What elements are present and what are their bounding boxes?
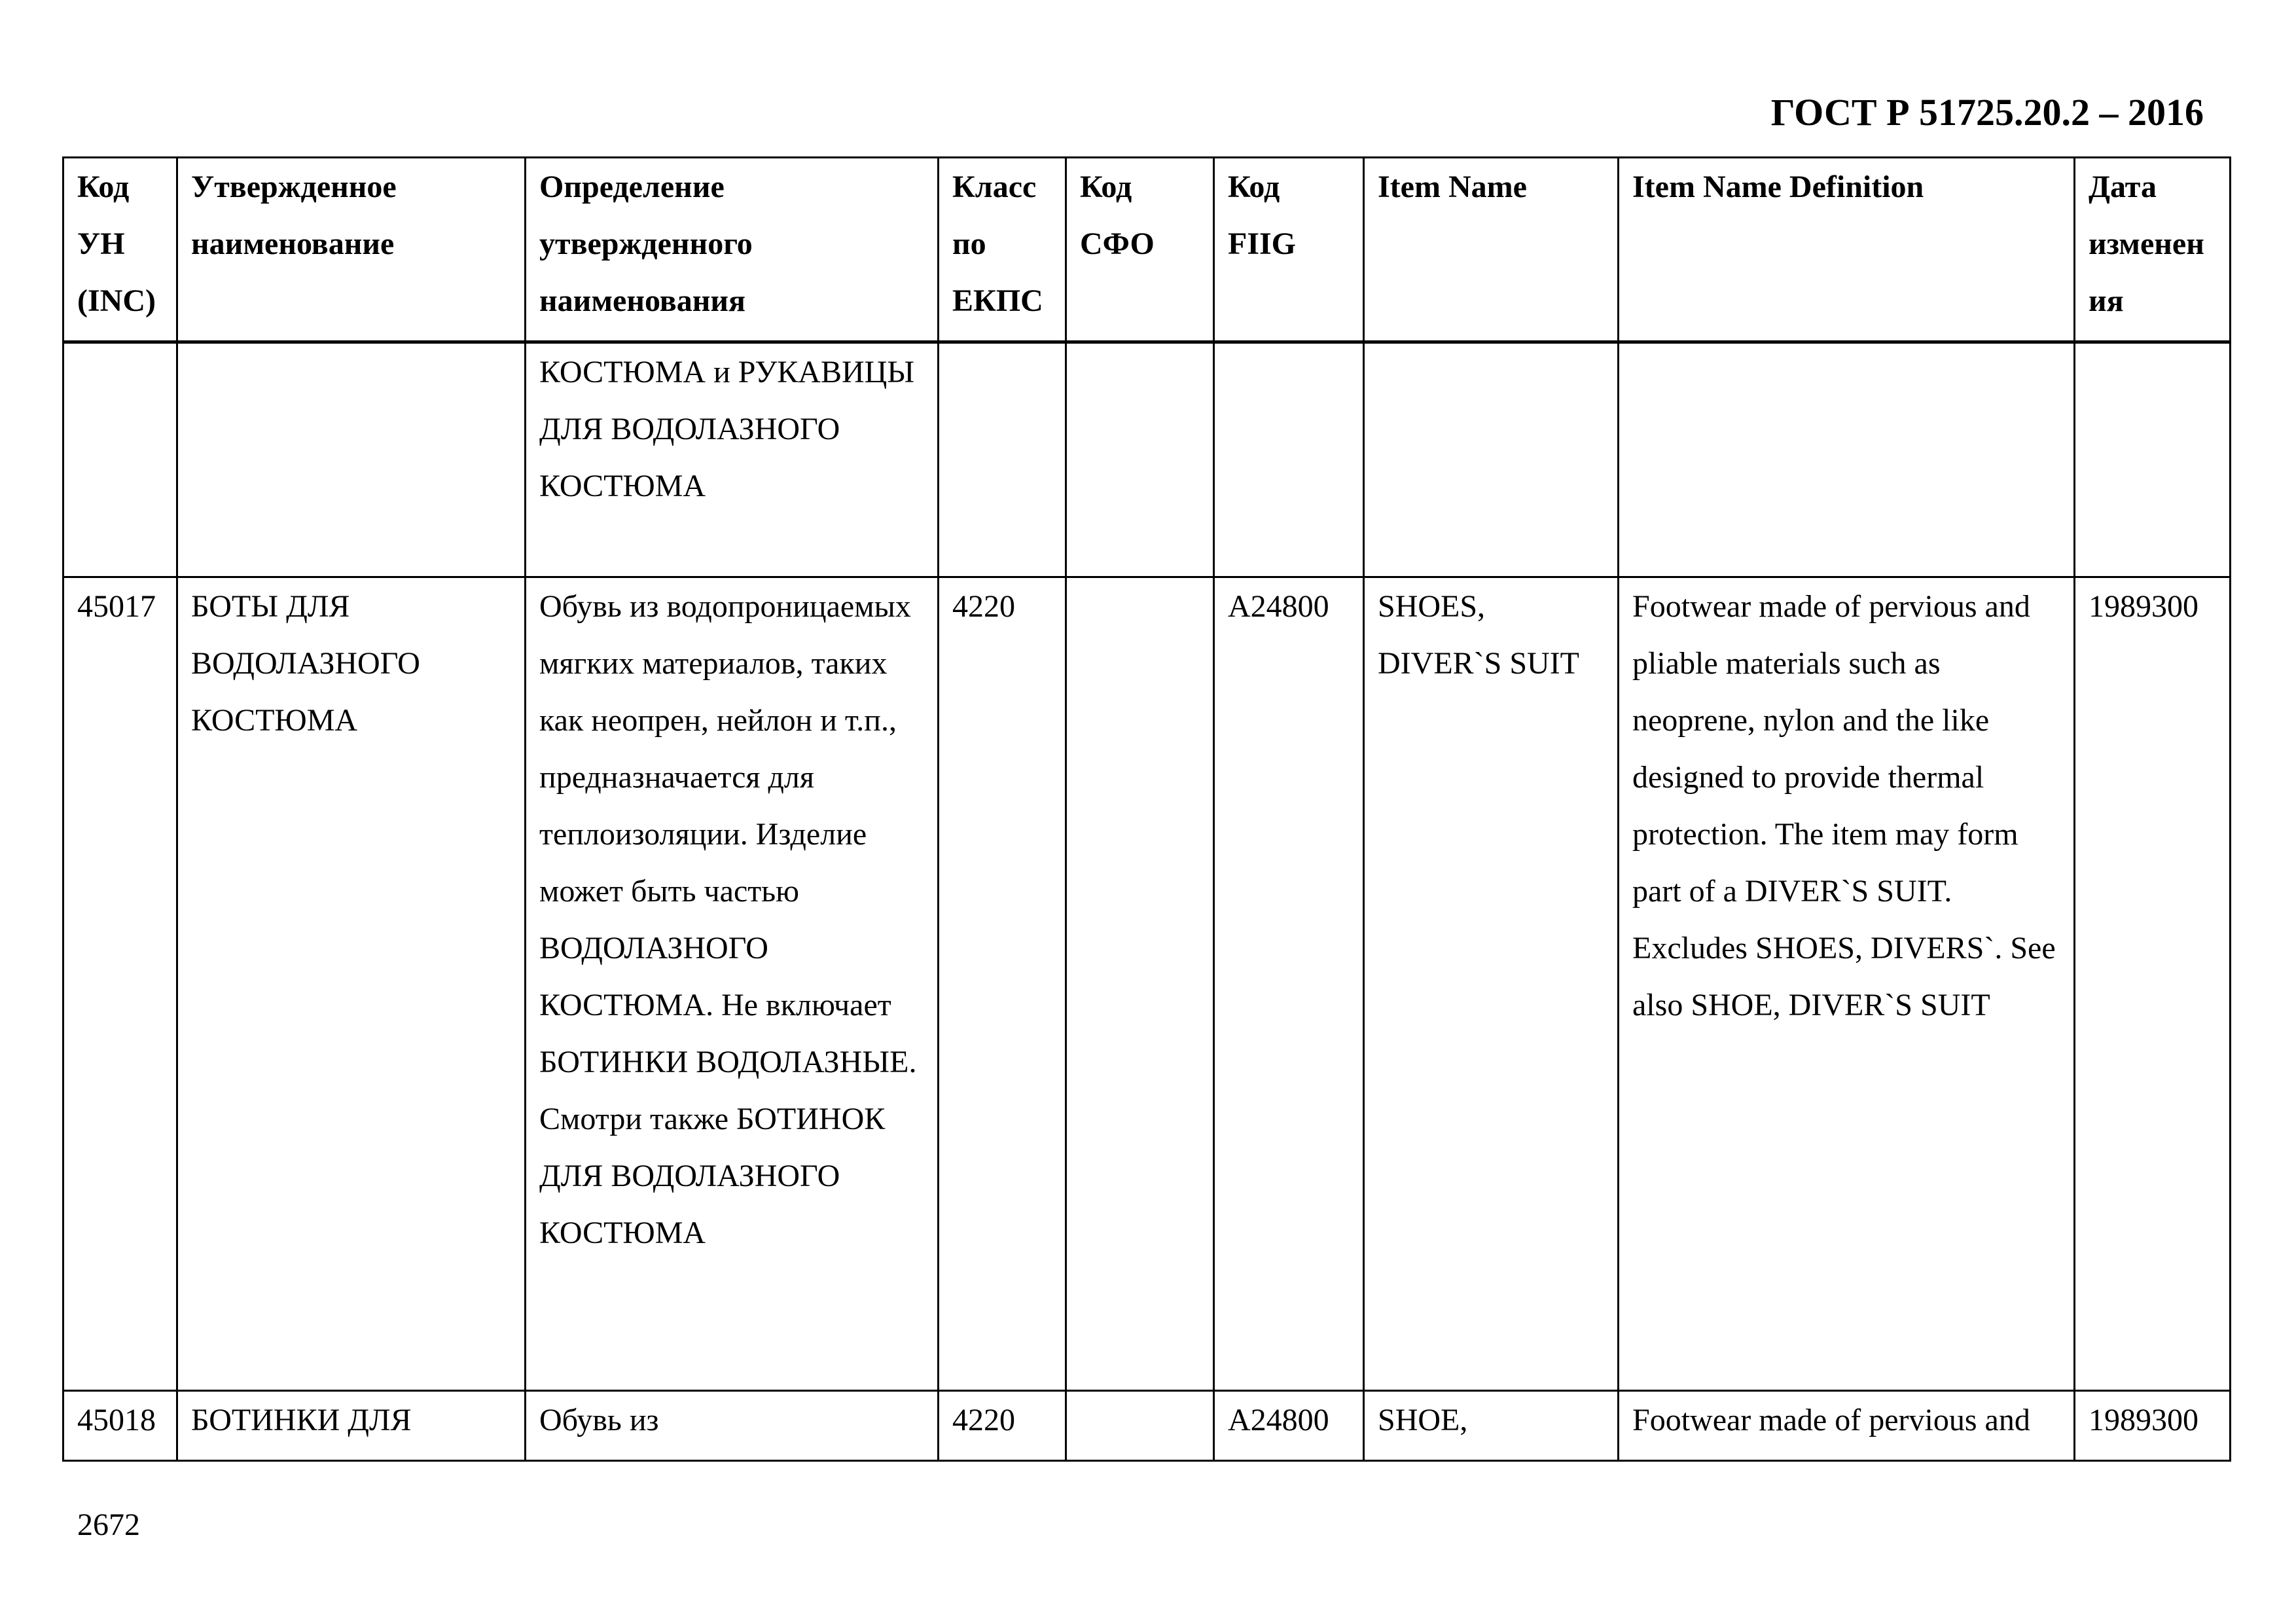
- cell-fiig: A24800: [1214, 1391, 1364, 1461]
- table-row: [63, 1391, 2231, 1461]
- cell-item-name: SHOE,: [1364, 1391, 1619, 1461]
- cell-definition: Обувь из водопроницаемых мягких материалов, таких как неопрен, нейлон и т.п., предназначается для теплоизоляции. Изделие может быть частью ВОДОЛАЗНОГО КОСТЮМА. Не включает БОТИНКИ ВОДОЛАЗНЫЕ. Смотри также БОТИНОК ДЛЯ ВОДОЛАЗНОГО КОСТЮМА: [526, 577, 939, 1391]
- table-row: [63, 342, 2231, 577]
- cell-approved-name: БОТИНКИ ДЛЯ: [177, 1391, 526, 1461]
- cell-inc: [63, 342, 177, 577]
- cell-item-definition: Footwear made of pervious and: [1619, 1391, 2075, 1461]
- table-header-row: [63, 158, 2231, 342]
- cell-approved-name: БОТЫ ДЛЯ ВОДОЛАЗНОГО КОСТЮМА: [177, 577, 526, 1391]
- header-class: Класс по ЕКПС: [939, 158, 1066, 342]
- cell-sfo: [1066, 342, 1214, 577]
- cell-class: 4220: [939, 1391, 1066, 1461]
- cell-change-date: 1989300: [2075, 1391, 2231, 1461]
- cell-class: [939, 342, 1066, 577]
- cell-change-date: [2075, 342, 2231, 577]
- header-change-date: Дата изменения: [2075, 158, 2231, 342]
- cell-item-definition: Footwear made of pervious and pliable materials such as neoprene, nylon and the like designed to provide thermal protection. The item may form part of a DIVER`S SUIT. Excludes SHOES, DIVERS`. See also SHOE, DIVER`S SUIT: [1619, 577, 2075, 1391]
- cell-fiig: [1214, 342, 1364, 577]
- cell-fiig: A24800: [1214, 577, 1364, 1391]
- header-item-definition: Item Name Definition: [1619, 158, 2075, 342]
- cell-inc: 45018: [63, 1391, 177, 1461]
- cell-change-date: 1989300: [2075, 577, 2231, 1391]
- header-definition: Определение утвержденного наименования: [526, 158, 939, 342]
- page-number: 2672: [77, 1507, 140, 1542]
- cell-sfo: [1066, 1391, 1214, 1461]
- cell-sfo: [1066, 577, 1214, 1391]
- document-title: ГОСТ Р 51725.20.2 – 2016: [1770, 91, 2204, 134]
- table-row: [63, 577, 2231, 1391]
- cell-definition: КОСТЮМА и РУКАВИЦЫ ДЛЯ ВОДОЛАЗНОГО КОСТЮМА: [526, 342, 939, 577]
- item-names-table: [62, 156, 2231, 1462]
- cell-inc: 45017: [63, 577, 177, 1391]
- header-inc: Код УН (INC): [63, 158, 177, 342]
- cell-class: 4220: [939, 577, 1066, 1391]
- cell-item-name: [1364, 342, 1619, 577]
- header-sfo: Код СФО: [1066, 158, 1214, 342]
- cell-item-definition: [1619, 342, 2075, 577]
- header-fiig: Код FIIG: [1214, 158, 1364, 342]
- cell-item-name: SHOES, DIVER`S SUIT: [1364, 577, 1619, 1391]
- cell-approved-name: [177, 342, 526, 577]
- header-item-name: Item Name: [1364, 158, 1619, 342]
- header-approved-name: Утвержденное наименование: [177, 158, 526, 342]
- cell-definition: Обувь из: [526, 1391, 939, 1461]
